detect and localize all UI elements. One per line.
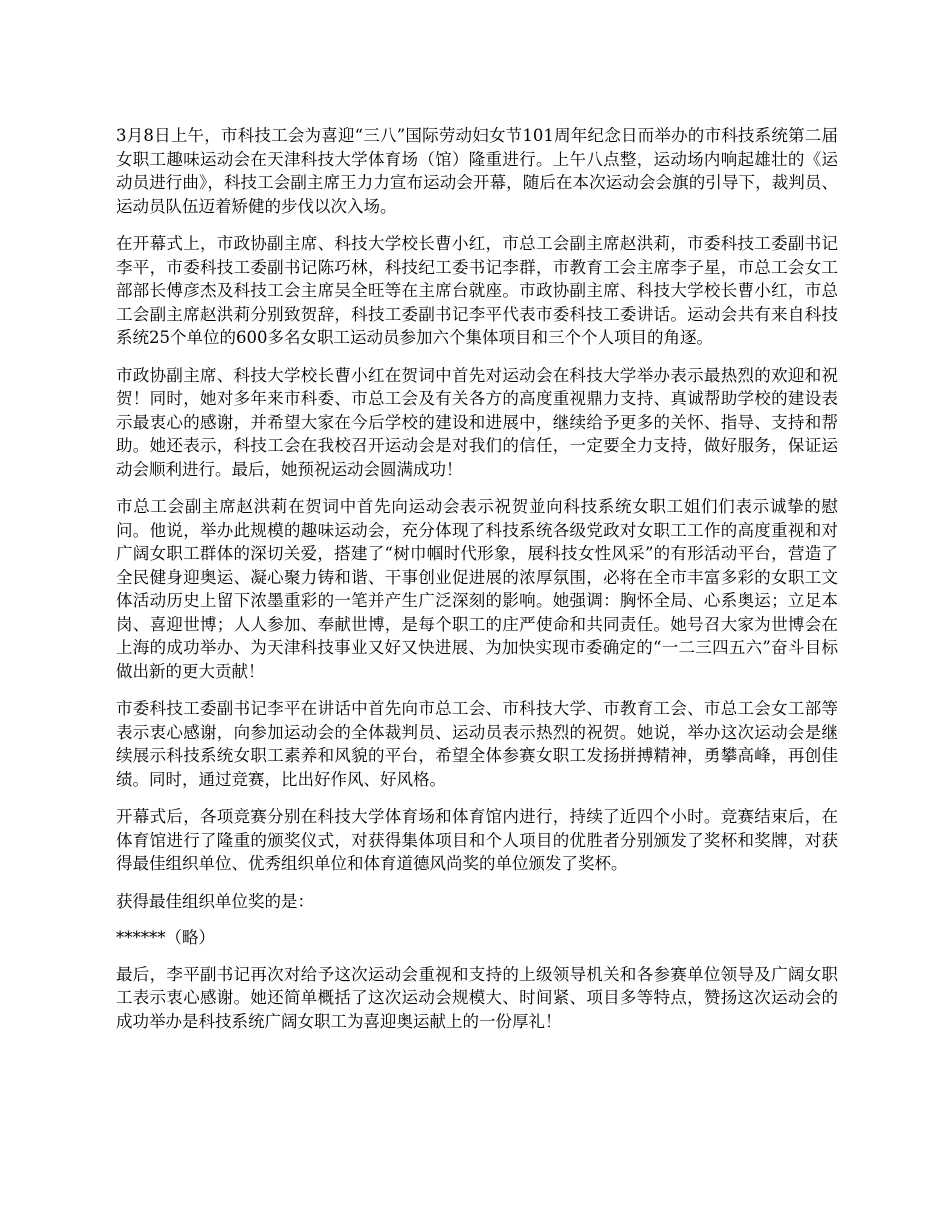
paragraph-closing: 最后，李平副书记再次对给予这次运动会重视和支持的上级领导机关和各参赛单位领导及广阔女职工表示衷心感谢。她还简单概括了这次运动会规模大、时间紧、项目多等特点，赞扬这次运动会的成功举办是科技系统广阔女职工为喜迎奥运献上的一份厚礼！ xyxy=(116,964,838,1031)
document-page xyxy=(116,124,838,1047)
paragraph-award-list: ******（略） xyxy=(116,928,215,947)
paragraph-competition: 开幕式后，各项竞赛分别在科技大学体育场和体育馆内进行，持续了近四个小时。竞赛结束后，在体育馆进行了隆重的颁奖仪式，对获得集体项目和个人项目的优胜者分别颁发了奖杯和奖牌，对获得最佳组织单位、优秀组织单位和体育道德风尚奖的单位颁发了奖杯。 xyxy=(116,807,838,873)
paragraph-zhao-speech: 市总工会副主席赵洪莉在贺词中首先向运动会表示祝贺並向科技系统女职工姐们们表示诚挚的慰问。他说，举办此规模的趣味运动会，充分体现了科技系统各级党政对女职工工作的高度重视和对广阔女职工群体的深切关爱，搭建了“树巾帼时代形象，展科技女性风采”的有形活动平台，营造了全民健身迎奥运、凝心聚力铸和谐、干事创业促进展的浓厚氛围，必将在全市丰富多彩的女职工文体活动历史上留下浓墨重彩的一笔并产生广泛深刻的影响。她强调：胸怀全局、心系奥运；立足本岗、喜迎世博；人人参加、奉献世博，是每个职工的庄严使命和共同责任。她号召大家为世博会在上海的成功举办、为天津科技事业又好又快进展、为加快实现市委确定的“一二三四五六”奋斗目标做出新的更大贡献！ xyxy=(116,497,838,681)
paragraph-cao-speech: 市政协副主席、科技大学校长曹小红在贺词中首先对运动会在科技大学举办表示最热烈的欢迎和祝贺！同时，她对多年来市科委、市总工会及有关各方的高度重视鼎力支持、真诚帮助学校的建设表示最衷心的感谢，并希望大家在今后学校的建设和进展中，继续给予更多的关怀、指导、支持和帮助。她还表示，科技工会在我校召开运动会是对我们的信任，一定要全力支持，做好服务，保证运动会顺利进行。最后，她预祝运动会圆满成功！ xyxy=(116,365,838,479)
paragraph-opening: 3月8日上午，市科技工会为喜迎“三八”国际劳动妇女节101周年纪念日而举办的市科技系统第二届女职工趣味运动会在天津科技大学体育场（馆）隆重进行。上午八点整，运动场内响起雄壮的《运动员进行曲》，科技工会副主席王力力宣布运动会开幕，随后在本次运动会会旗的引导下，裁判员、运动员队伍迈着矫健的步伐以次入场。 xyxy=(116,126,838,216)
paragraph-li-speech: 市委科技工委副书记李平在讲话中首先向市总工会、市科技大学、市教育工会、市总工会女工部等表示衷心感谢，向参加运动会的全体裁判员、运动员表示热烈的祝贺。她说，举办这次运动会是继续展示科技系统女职工素养和风貌的平台，希望全体参赛女职工发扬拼搏精神，勇攀高峰，再创佳绩。同时，通过竞赛，比出好作风、好风格。 xyxy=(116,699,838,789)
paragraph-award-heading: 获得最佳组织单位奖的是： xyxy=(116,891,314,911)
paragraph-ceremony: 在开幕式上，市政协副主席、科技大学校长曹小红，市总工会副主席赵洪莉，市委科技工委副书记李平，市委科技工委副书记陈巧林，科技纪工委书记李群，市教育工会主席李子星，市总工会女工部部长傅彦杰及科技工会主席吴全旺等在主席台就座。市政协副主席、科技大学校长曹小红，市总工会副主席赵洪莉分别致贺辞，科技工委副书记李平代表市委科技工委讲话。运动会共有来自科技系统25个单位的600多名女职工运动员参加六个集体项目和三个个人项目的角逐。 xyxy=(116,234,838,347)
